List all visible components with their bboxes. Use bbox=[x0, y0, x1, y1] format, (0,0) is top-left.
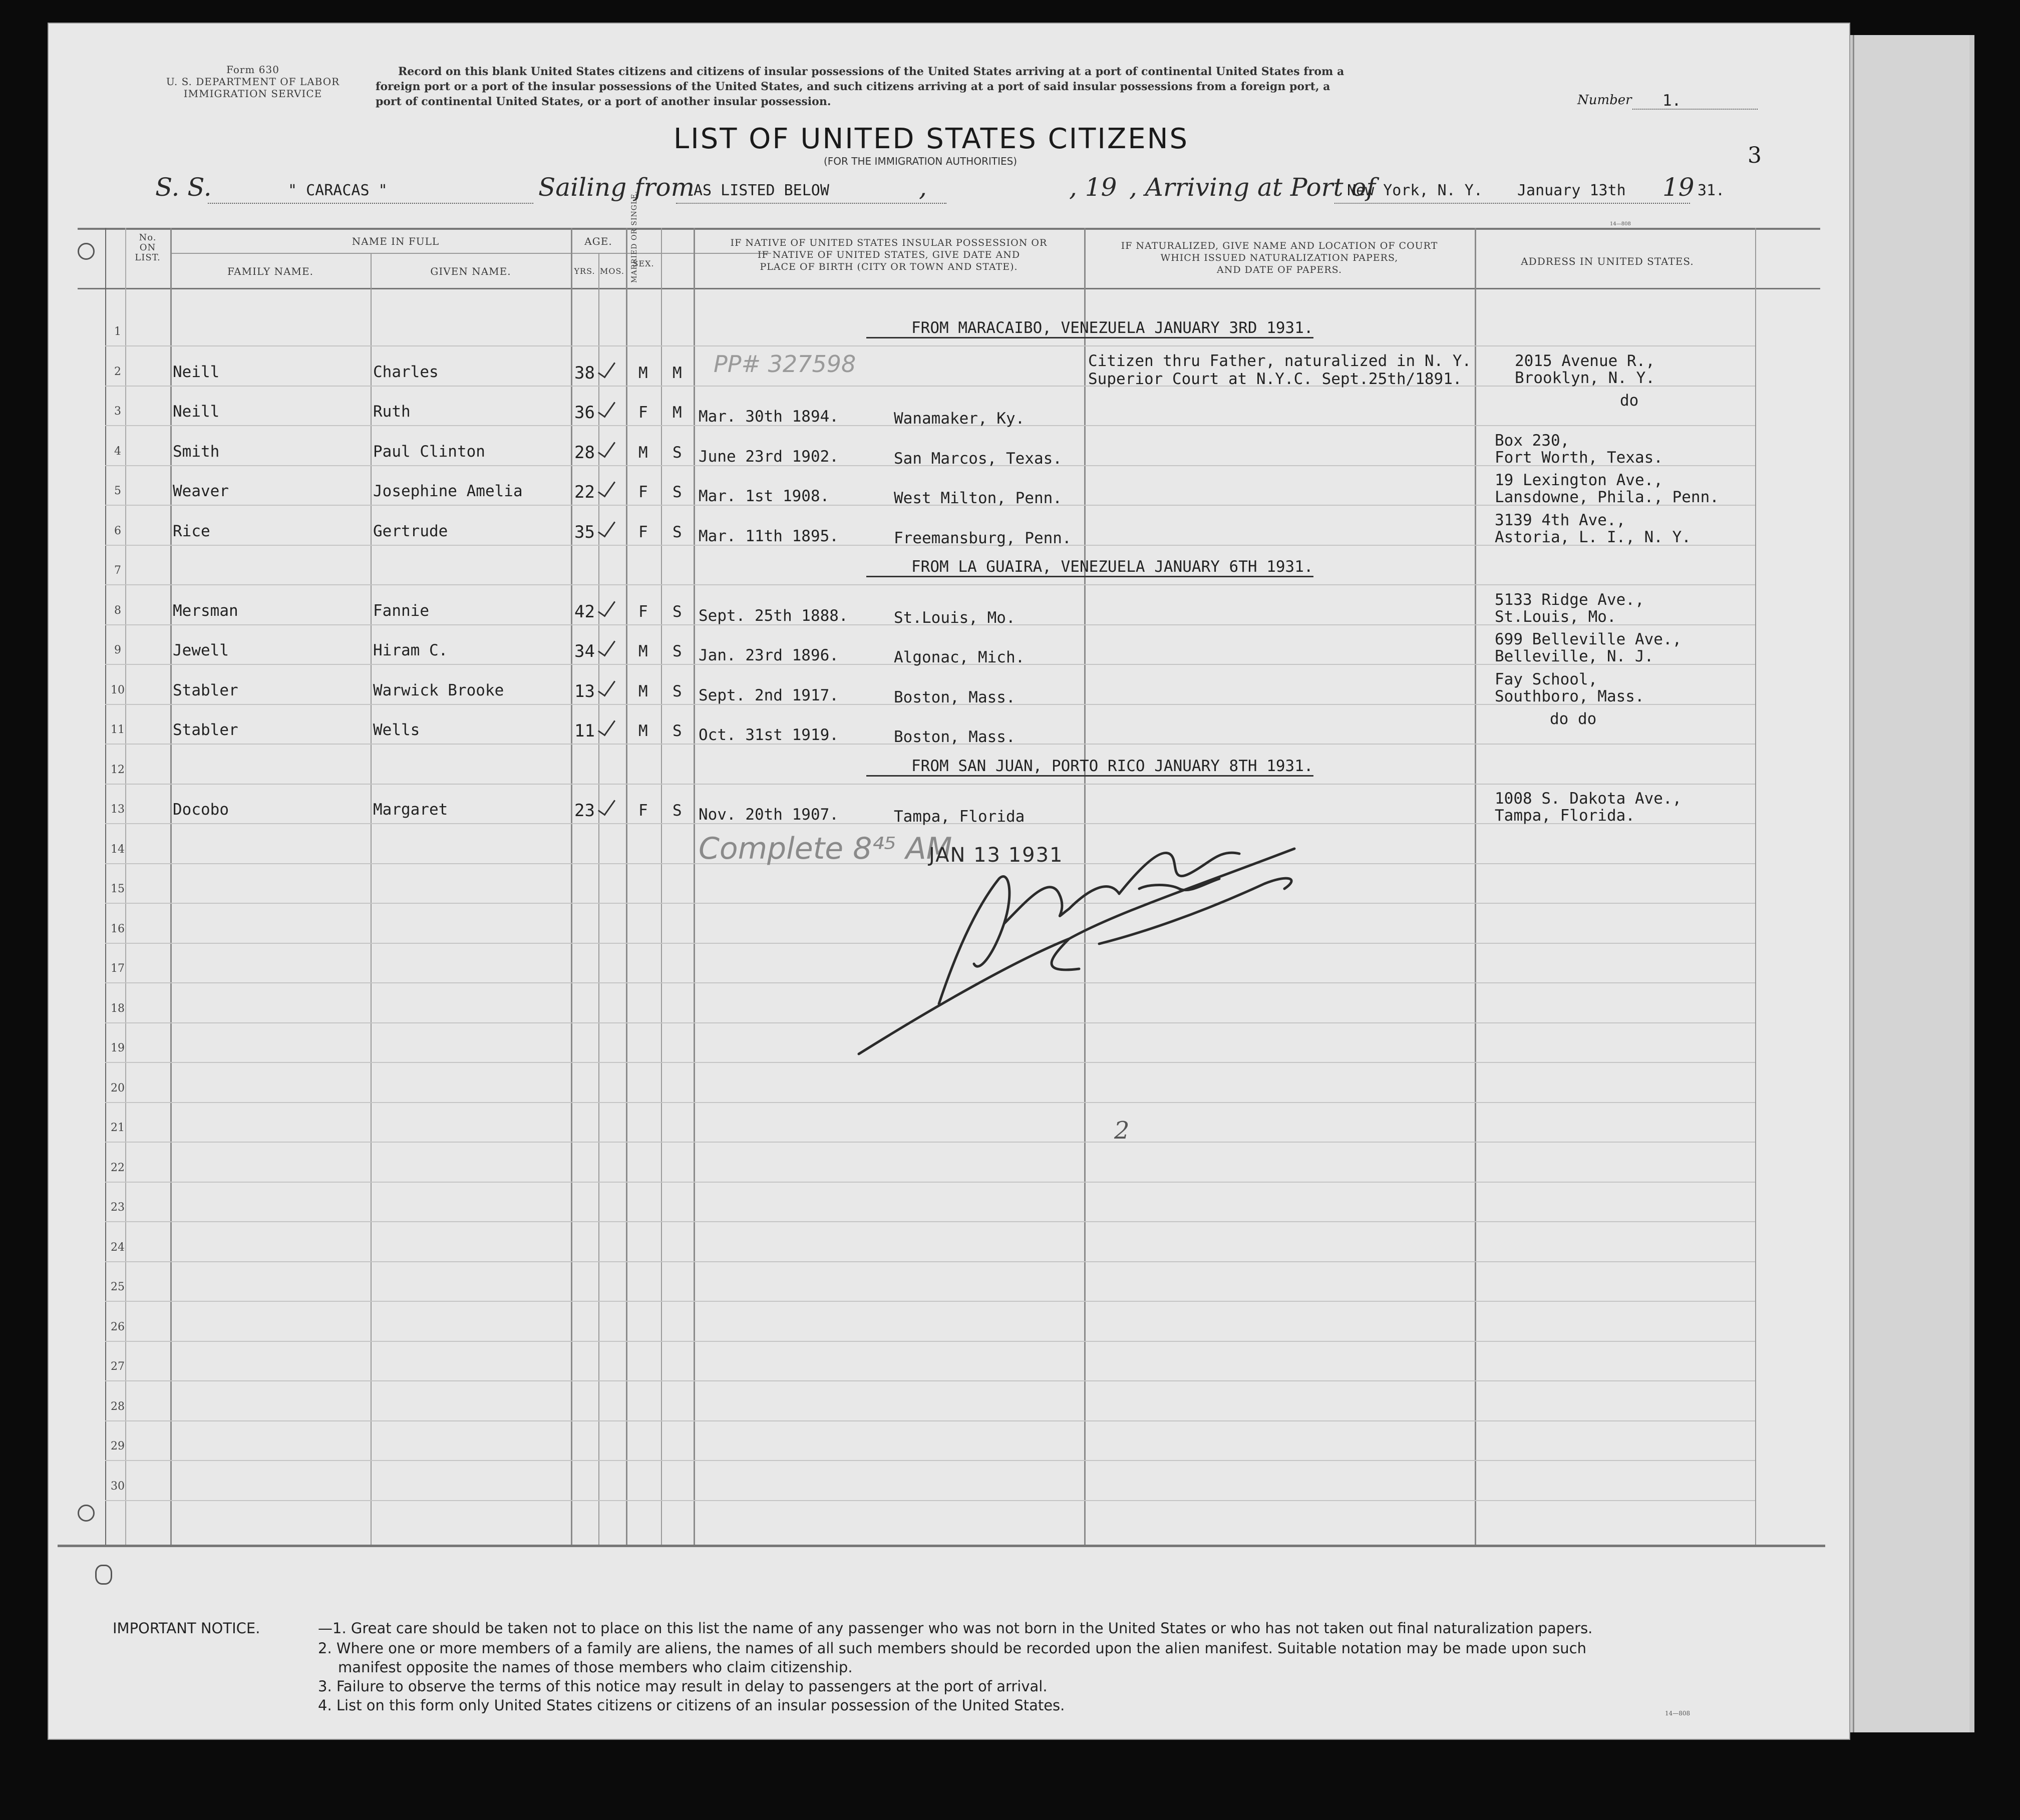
service-name: IMMIGRATION SERVICE bbox=[183, 88, 322, 100]
row-number: 17 bbox=[111, 962, 125, 975]
birth-place: Wanamaker, Ky. bbox=[894, 410, 1025, 428]
given-name: Margaret bbox=[373, 801, 448, 819]
notice-item-2a: 2. Where one or more members of a family are aliens, the names of all such members should be recorded upon the alien manifest. Suitable notation may be made upon such bbox=[318, 1640, 1586, 1657]
port-underline bbox=[1334, 203, 1690, 204]
header-age: AGE. bbox=[584, 235, 612, 247]
birth-date: Jan. 23rd 1896. bbox=[699, 646, 839, 664]
instructions-line-3: port of continental United States, or a port of another insular possession. bbox=[376, 95, 831, 108]
instructions-line-2: foreign port or a port of the insular possessions of the United States, and such citizens arriving at a port of said insular possessions from a foreign port, a bbox=[376, 80, 1330, 93]
row-number: 10 bbox=[111, 683, 125, 696]
age-years: 42 bbox=[574, 601, 595, 622]
instructions-line-1: Record on this blank United States citizens and citizens of insular possessions of the United States arriving at a port of continental United States from a bbox=[398, 65, 1344, 78]
notice-print-code: 14—808 bbox=[1665, 1710, 1691, 1717]
punch-hole-1 bbox=[78, 243, 95, 260]
notice-heading: IMPORTANT NOTICE. bbox=[113, 1620, 260, 1637]
passport-note: PP# 327598 bbox=[714, 350, 856, 378]
check-mark bbox=[598, 597, 615, 617]
arriving-label: , Arriving at Port of bbox=[1129, 173, 1376, 202]
marital-status: S bbox=[672, 722, 682, 740]
punch-hole-2 bbox=[78, 1505, 95, 1522]
given-name: Ruth bbox=[373, 403, 411, 421]
page-stack-edge-2 bbox=[1853, 35, 1969, 1732]
marital-status: S bbox=[672, 602, 682, 621]
given-name: Gertrude bbox=[373, 522, 448, 540]
birth-date: Mar. 11th 1895. bbox=[699, 527, 839, 545]
row-number: 7 bbox=[114, 564, 121, 577]
address-line-2: Brooklyn, N. Y. bbox=[1515, 369, 1655, 387]
form-subtitle: (FOR THE IMMIGRATION AUTHORITIES) bbox=[824, 155, 1018, 167]
family-name: Rice bbox=[173, 522, 210, 540]
check-mark bbox=[598, 716, 615, 736]
row-rule bbox=[105, 1420, 1755, 1421]
row-number: 25 bbox=[111, 1281, 125, 1293]
notice-item-4: 4. List on this form only United States citizens or citizens of an insular possession of the United States. bbox=[318, 1697, 1065, 1714]
complete-note: Complete 8⁴⁵ AM bbox=[699, 831, 952, 866]
address-line-1: do bbox=[1620, 392, 1639, 410]
family-name: Docobo bbox=[173, 801, 229, 819]
row-rule bbox=[105, 1500, 1755, 1501]
table-bottom-rule bbox=[58, 1545, 1825, 1547]
row-number: 8 bbox=[114, 604, 121, 617]
header-no: No. ON LIST. bbox=[135, 232, 161, 263]
family-name: Neill bbox=[173, 362, 220, 381]
notice-item-1: —1. Great care should be taken not to place on this list the name of any passenger who was not born in the United States or who has not taken out final naturalization papers. bbox=[318, 1620, 1593, 1637]
sex: F bbox=[638, 483, 648, 501]
col-line-right bbox=[1755, 228, 1756, 1545]
section-heading: FROM SAN JUAN, PORTO RICO JANUARY 8TH 1931. bbox=[866, 757, 1313, 777]
family-name: Stabler bbox=[173, 681, 238, 699]
naturalization-line-2: Superior Court at N.Y.C. Sept.25th/1891. bbox=[1088, 370, 1462, 388]
naturalization-line-1: Citizen thru Father, naturalized in N. Y. bbox=[1088, 351, 1472, 370]
header-birth: IF NATIVE OF UNITED STATES INSULAR POSSESSION OR IF NATIVE OF UNITED STATES, GIVE DATE AND PLACE OF BIRTH (CITY OR TOWN AND STATE). bbox=[730, 237, 1048, 272]
marital-status: S bbox=[672, 682, 682, 700]
birth-place: St.Louis, Mo. bbox=[894, 608, 1016, 627]
birth-place: Boston, Mass. bbox=[894, 688, 1016, 706]
row-rule bbox=[105, 1301, 1755, 1302]
address-line-2: Belleville, N. J. bbox=[1495, 647, 1654, 665]
birth-place: West Milton, Penn. bbox=[894, 489, 1062, 507]
sex: M bbox=[638, 682, 648, 700]
address-line-2: Tampa, Florida. bbox=[1495, 807, 1635, 825]
sex: M bbox=[638, 443, 648, 462]
birth-place: San Marcos, Texas. bbox=[894, 449, 1062, 468]
sex: M bbox=[638, 363, 648, 382]
address-line-2: Southboro, Mass. bbox=[1495, 687, 1644, 705]
document-page bbox=[48, 23, 1850, 1740]
address-line-1: 3139 4th Ave., bbox=[1495, 511, 1626, 529]
age-years: 35 bbox=[574, 522, 595, 542]
row-rule bbox=[105, 345, 1755, 346]
birth-date: Nov. 20th 1907. bbox=[699, 806, 839, 824]
row-number: 2 bbox=[114, 365, 121, 378]
year-prefix: , 19 bbox=[1069, 173, 1117, 202]
ship-underline bbox=[208, 203, 533, 204]
family-name: Mersman bbox=[173, 601, 238, 620]
marital-status: S bbox=[672, 443, 682, 462]
age-years: 22 bbox=[574, 482, 595, 502]
birth-date: June 23rd 1902. bbox=[699, 447, 839, 466]
section-heading: FROM MARACAIBO, VENEZUELA JANUARY 3RD 1931. bbox=[866, 319, 1313, 338]
year-suffix: 31. bbox=[1698, 182, 1725, 199]
birth-date: Sept. 25th 1888. bbox=[699, 606, 848, 625]
row-number: 26 bbox=[111, 1320, 125, 1333]
address-line-2: Astoria, L. I., N. Y. bbox=[1495, 528, 1691, 546]
age-years: 36 bbox=[574, 403, 595, 423]
header-naturalized: IF NATURALIZED, GIVE NAME AND LOCATION OF COURT WHICH ISSUED NATURALIZATION PAPERS, AND DATE OF PAPERS. bbox=[1121, 240, 1438, 275]
sex: F bbox=[638, 404, 648, 422]
birth-date: Mar. 30th 1894. bbox=[699, 408, 839, 426]
family-name: Weaver bbox=[173, 482, 229, 500]
header-family-name: FAMILY NAME. bbox=[227, 265, 313, 277]
row-number: 28 bbox=[111, 1400, 125, 1413]
row-rule bbox=[105, 1341, 1755, 1342]
number-underline bbox=[1632, 109, 1758, 110]
row-number: 12 bbox=[111, 763, 125, 776]
address-line-1: 19 Lexington Ave., bbox=[1495, 471, 1663, 489]
check-mark bbox=[598, 796, 615, 816]
given-name: Warwick Brooke bbox=[373, 681, 504, 699]
address-line-1: Box 230, bbox=[1495, 431, 1570, 450]
row-rule bbox=[105, 784, 1755, 785]
notice-item-3: 3. Failure to observe the terms of this notice may result in delay to passengers at the port of arrival. bbox=[318, 1678, 1048, 1695]
row-number: 22 bbox=[111, 1161, 125, 1174]
row-number: 14 bbox=[111, 843, 125, 856]
address-line-1: Fay School, bbox=[1495, 670, 1598, 688]
age-years: 28 bbox=[574, 442, 595, 463]
age-years: 13 bbox=[574, 681, 595, 701]
birth-date: Sept. 2nd 1917. bbox=[699, 686, 839, 704]
marital-status: M bbox=[672, 404, 682, 422]
number-value: 1. bbox=[1662, 92, 1681, 110]
address-line-2: Lansdowne, Phila., Penn. bbox=[1495, 488, 1719, 506]
comma-separator: , bbox=[919, 173, 927, 202]
sailing-from-label: Sailing from bbox=[538, 173, 695, 202]
arrival-port: New York, N. Y. bbox=[1347, 182, 1483, 199]
row-rule bbox=[105, 1142, 1755, 1143]
row-number: 27 bbox=[111, 1360, 125, 1373]
header-given-name: GIVEN NAME. bbox=[430, 265, 511, 277]
inspector-signature bbox=[789, 794, 1390, 1074]
form-title: LIST OF UNITED STATES CITIZENS bbox=[674, 123, 1189, 155]
given-name: Fannie bbox=[373, 601, 429, 620]
row-number: 20 bbox=[111, 1081, 125, 1095]
notice-item-2b: manifest opposite the names of those members who claim citizenship. bbox=[338, 1659, 853, 1676]
form-number: Form 630 bbox=[226, 64, 279, 76]
family-name: Neill bbox=[173, 403, 220, 421]
age-years: 11 bbox=[574, 721, 595, 741]
given-name: Hiram C. bbox=[373, 641, 448, 659]
department-name: U. S. DEPARTMENT OF LABOR bbox=[166, 76, 340, 88]
check-mark bbox=[598, 438, 615, 458]
address-line-1: 2015 Avenue R., bbox=[1515, 351, 1655, 370]
family-name: Jewell bbox=[173, 641, 229, 659]
marital-status: S bbox=[672, 802, 682, 820]
row-rule bbox=[105, 1102, 1755, 1103]
address-line-1: 5133 Ridge Ave., bbox=[1495, 590, 1644, 609]
given-name: Paul Clinton bbox=[373, 442, 485, 461]
number-label: Number bbox=[1577, 93, 1632, 108]
row-number: 1 bbox=[114, 325, 121, 338]
check-mark bbox=[598, 636, 615, 656]
check-mark bbox=[598, 398, 615, 418]
marital-status: S bbox=[672, 483, 682, 501]
sailing-from-value: AS LISTED BELOW bbox=[694, 182, 829, 199]
given-name: Charles bbox=[373, 362, 439, 381]
birth-date: Oct. 31st 1919. bbox=[699, 726, 839, 744]
row-number: 19 bbox=[111, 1042, 125, 1054]
address-line-1: do do bbox=[1550, 710, 1597, 728]
row-rule bbox=[105, 386, 1755, 387]
row-rule bbox=[105, 1380, 1755, 1381]
row-number: 3 bbox=[114, 405, 121, 418]
header-print-code: 14—808 bbox=[1610, 221, 1631, 227]
row-number: 9 bbox=[114, 644, 121, 656]
row-number: 4 bbox=[114, 445, 121, 458]
header-married: MARRIED OR SINGLE. bbox=[630, 191, 638, 283]
check-mark bbox=[598, 477, 615, 497]
year-19: 19 bbox=[1662, 173, 1695, 202]
row-rule bbox=[105, 1221, 1755, 1222]
row-number: 6 bbox=[114, 524, 121, 537]
header-bottom-rule bbox=[78, 288, 1820, 289]
table-top-rule bbox=[78, 228, 1820, 230]
sex: M bbox=[638, 642, 648, 660]
header-address: ADDRESS IN UNITED STATES. bbox=[1521, 255, 1694, 267]
sex: F bbox=[638, 523, 648, 541]
from-underline bbox=[676, 203, 946, 204]
marital-status: S bbox=[672, 642, 682, 660]
row-rule bbox=[105, 1460, 1755, 1461]
header-sex: SEX. bbox=[632, 259, 654, 268]
col-line-given bbox=[371, 253, 372, 1545]
header-mid-rule bbox=[170, 253, 771, 254]
age-years: 23 bbox=[574, 801, 595, 821]
address-line-2: St.Louis, Mo. bbox=[1495, 607, 1616, 626]
address-line-1: 699 Belleville Ave., bbox=[1495, 630, 1682, 648]
row-rule bbox=[105, 584, 1755, 585]
birth-place: Algonac, Mich. bbox=[894, 648, 1025, 666]
age-years: 38 bbox=[574, 362, 595, 383]
sex: F bbox=[638, 602, 648, 621]
row-number: 24 bbox=[111, 1241, 125, 1254]
row-number: 5 bbox=[114, 485, 121, 497]
row-rule bbox=[105, 1182, 1755, 1183]
punch-hole-3 bbox=[95, 1565, 112, 1585]
birth-date: Mar. 1st 1908. bbox=[699, 487, 830, 505]
birth-place: Tampa, Florida bbox=[894, 808, 1025, 826]
birth-place: Freemansburg, Penn. bbox=[894, 529, 1072, 547]
birth-place: Boston, Mass. bbox=[894, 728, 1016, 746]
ss-label: S. S. bbox=[155, 173, 212, 202]
address-line-2: Fort Worth, Texas. bbox=[1495, 448, 1663, 467]
header-yrs: YRS. bbox=[574, 266, 595, 276]
given-name: Wells bbox=[373, 721, 420, 739]
header-mos: MOS. bbox=[600, 266, 624, 276]
page-number: 3 bbox=[1748, 143, 1762, 168]
marital-status: S bbox=[672, 523, 682, 541]
check-mark bbox=[598, 358, 615, 378]
header-name-in-full: NAME IN FULL bbox=[352, 235, 440, 247]
row-number: 30 bbox=[111, 1480, 125, 1493]
row-number: 11 bbox=[111, 723, 125, 736]
arrival-date: January 13th bbox=[1517, 182, 1626, 199]
row-number: 23 bbox=[111, 1201, 125, 1214]
row-number: 29 bbox=[111, 1440, 125, 1452]
col-line-mos bbox=[598, 253, 599, 1545]
sex: M bbox=[638, 722, 648, 740]
check-mark bbox=[598, 517, 615, 537]
family-name: Stabler bbox=[173, 721, 238, 739]
age-years: 34 bbox=[574, 641, 595, 661]
section-heading: FROM LA GUAIRA, VENEZUELA JANUARY 6TH 1931. bbox=[866, 558, 1313, 577]
row-number: 21 bbox=[111, 1122, 125, 1134]
check-mark bbox=[598, 676, 615, 696]
row-rule bbox=[105, 1261, 1755, 1262]
marital-status: M bbox=[672, 363, 682, 382]
pencil-number: 2 bbox=[1114, 1117, 1130, 1145]
given-name: Josephine Amelia bbox=[373, 482, 523, 500]
row-number: 18 bbox=[111, 1002, 125, 1015]
address-line-1: 1008 S. Dakota Ave., bbox=[1495, 790, 1682, 808]
family-name: Smith bbox=[173, 442, 220, 461]
row-number: 13 bbox=[111, 803, 125, 816]
row-number: 16 bbox=[111, 922, 125, 935]
sex: F bbox=[638, 802, 648, 820]
row-number: 15 bbox=[111, 883, 125, 895]
received-stamp: JAN 13 1931 bbox=[929, 844, 1064, 867]
ship-name: " CARACAS " bbox=[288, 182, 388, 199]
